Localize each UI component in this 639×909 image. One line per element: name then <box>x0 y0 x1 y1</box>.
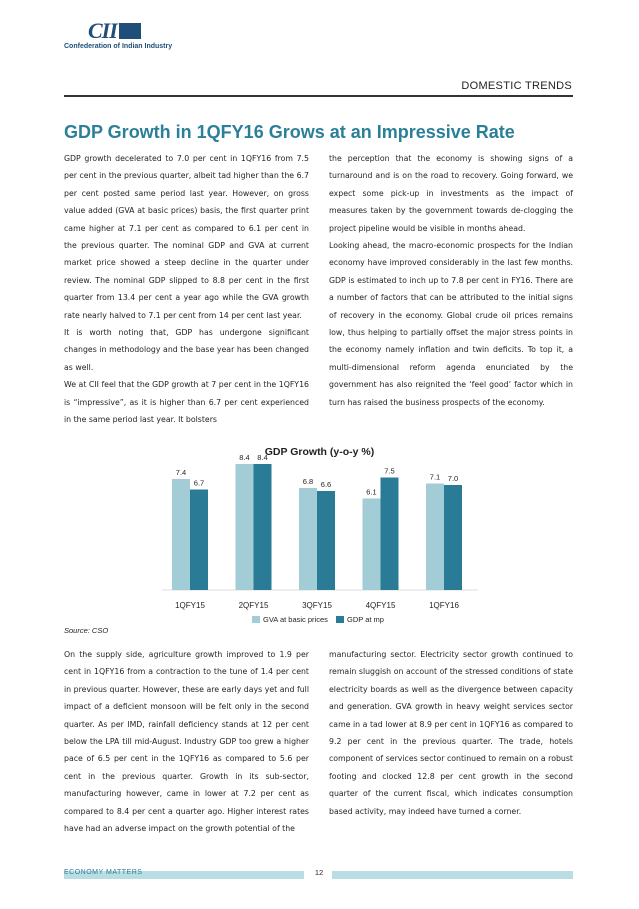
data-label: 6.6 <box>320 480 332 489</box>
logo-text: CII <box>88 18 117 43</box>
x-tick-label: 3QFY15 <box>302 601 332 610</box>
bar-gdp-1qfy16 <box>444 485 462 590</box>
data-label: 7.5 <box>384 466 395 476</box>
data-label: 6.8 <box>302 477 314 486</box>
paragraph: We at CII feel that the GDP growth at 7 per cent in the 1QFY16 is “impressive”, as it is higher than 6.7 per cent experienced in the same period last year. It bolsters <box>64 380 309 425</box>
paragraph: the perception that the economy is showing signs of a turnaround and is on the road to recovery. Going forward, we expect some pick-up in investments as the impact of measures taken by the government towards de-clogging the project pipeline would be visible in months ahead. <box>329 154 573 233</box>
data-label: 7.0 <box>447 474 459 483</box>
page-number: 12 <box>314 868 324 877</box>
legend-label: GVA at basic prices <box>263 615 328 624</box>
bar-gva-1qfy16 <box>426 484 444 591</box>
x-tick-label: 1QFY15 <box>175 601 205 610</box>
x-tick-label: 2QFY15 <box>238 601 269 610</box>
data-label: 8.4 <box>257 453 268 462</box>
publication-name: ECONOMY MATTERS <box>64 869 143 876</box>
chart-source: Source: CSO <box>64 626 109 635</box>
paragraph: It is worth noting that, GDP has undergone significant changes in methodology and the base year has been changed as well. <box>64 328 309 372</box>
bar-gva-1qfy15 <box>172 479 190 590</box>
bar-gva-2qfy15 <box>236 464 254 590</box>
data-label: 8.4 <box>239 453 250 462</box>
data-label: 7.4 <box>175 468 187 477</box>
bar-gva-3qfy15 <box>299 488 317 590</box>
footer-band-right <box>332 871 573 879</box>
logo-subtitle: Confederation of Indian Industry <box>64 43 173 50</box>
article-title: GDP Growth in 1QFY16 Grows at an Impressive Rate <box>64 122 515 142</box>
data-label: 7.1 <box>429 472 441 482</box>
paragraph: On the supply side, agriculture growth improved to 1.9 per cent in 1QFY16 from a contraction to the tune of 1.4 per cent in previous quarter. However, these are early days yet and full impact of a deficient monsoon will be felt only in the second quarter. As per IMD, rainfall deficiency stands at 12 per cent below the LPA till mid-August. Industry GDP too grew a higher pace of 6.5 per cent in the 1QFY16 as compared to 5.6 per cent in the previous quarter. Growth in its sub-sector, manufacturing however, came in lower at 7.2 per cent as compared to 8.4 per cent a quarter ago. Higher interest rates have had an adverse impact on the growth potential of the <box>64 650 309 834</box>
bottom-left-column <box>64 646 309 837</box>
section-label: DOMESTIC TRENDS <box>461 80 572 92</box>
bar-gdp-4qfy15 <box>381 478 399 591</box>
paragraph: Looking ahead, the macro-economic prospects for the Indian economy have improved considerably in the last few months. GDP is estimated to inch up to 7.8 per cent in FY16. There are a number of factors that can be attributed to the initial signs of recovery in the economy. Global crude oil prices remains low, thus helping to partially offset the major stress points in the economy namely inflation and twin deficits. To top it, a multi-dimensional reform agenda enunciated by the government has also reignited the ‘feel good’ factor which in turn has raised the business prospects of the economy. <box>329 241 573 407</box>
bottom-right-column <box>329 646 573 820</box>
data-label: 6.1 <box>366 487 377 497</box>
bar-gdp-2qfy15 <box>254 464 272 590</box>
legend-swatch <box>252 616 260 623</box>
bar-gdp-1qfy15 <box>190 490 208 591</box>
x-tick-label: 1QFY16 <box>429 601 459 610</box>
legend-swatch <box>336 616 344 623</box>
data-label: 6.7 <box>193 478 205 488</box>
chart-title: GDP Growth (y-o-y %) <box>264 446 375 458</box>
legend-label: GDP at mp <box>347 615 384 624</box>
paragraph: GDP growth decelerated to 7.0 per cent in 1QFY16 from 7.5 per cent in the previous quarter, albeit tad higher than the 6.7 per cent posted same period last year. However, on gross value added (GVA at basic prices) basis, the first quarter print came higher at 7.1 per cent as compared to 6.1 per cent in the previous quarter. The nominal GDP and GVA at current market price showed a steep decline in the quarter under review. The nominal GDP slipped to 8.8 per cent in the first quarter from 13.4 per cent a year ago while the GVA growth rate nearly halved to 7.1 per cent from 14 per cent last year. <box>64 154 309 320</box>
paragraph: manufacturing sector. Electricity sector growth continued to remain sluggish on account of the stressed conditions of state electricity boards as well as the divergence between capacity and generation. GVA growth in heavy weight services sector came in a tad lower at 8.9 per cent in 1QFY16 as compared to 9.2 per cent in the previous quarter. The trade, hotels component of services sector continued to remain on a robust footing and clocked 12.8 per cent growth in the second quarter of the current fiscal, which indicates consumption based activity, may indeed have turned a corner. <box>329 650 573 816</box>
bar-gva-4qfy15 <box>363 499 381 591</box>
bar-gdp-3qfy15 <box>317 491 335 590</box>
x-tick-label: 4QFY15 <box>365 601 396 610</box>
